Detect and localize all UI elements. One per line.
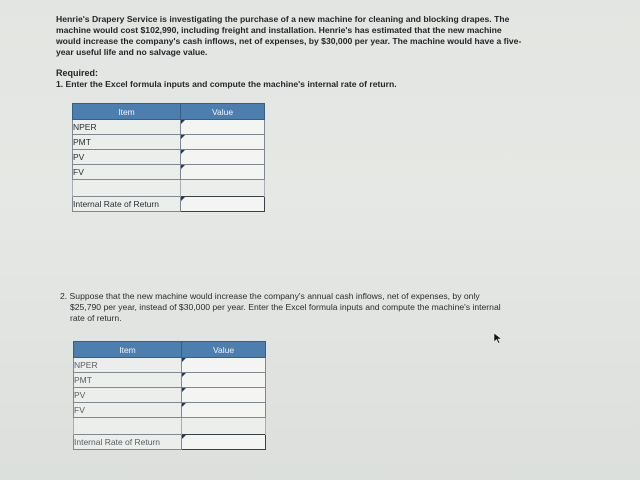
row-label-irr: Internal Rate of Return [73, 197, 181, 212]
problem-description: Henrie's Drapery Service is investigating the purchase of a new machine for cleaning and blocking drapes. The machine would cost $102,990, including freight and installation. Henrie's has estimated that the new machine would increase the company's cash inflows, net of expenses, by $30,000 per year. The machine would have a five-year useful life and no salvage value. [56, 14, 522, 57]
fv-input[interactable] [181, 165, 265, 180]
required-heading: Required: [56, 68, 99, 78]
pmt-input[interactable] [181, 135, 265, 150]
pmt-input[interactable] [182, 373, 266, 388]
pv-input[interactable] [182, 388, 266, 403]
row-label-pv: PV [74, 388, 182, 403]
nper-input[interactable] [181, 120, 265, 135]
table-row [74, 403, 266, 418]
table-row [74, 358, 266, 373]
table-row [73, 165, 265, 180]
table-row [73, 197, 265, 212]
table-row [74, 373, 266, 388]
question-2-text: 2. Suppose that the new machine would increase the company's annual cash inflows, net of expenses, by only $25,790 per year, instead of $30,000 per year. Enter the Excel formula inputs and compute the machine's internal rate of return. [60, 291, 501, 323]
table-row [74, 435, 266, 450]
pv-input[interactable] [181, 150, 265, 165]
table-row [73, 120, 265, 135]
question-1-text: 1. Enter the Excel formula inputs and compute the machine's internal rate of return. [56, 79, 397, 89]
row-label-fv: FV [73, 165, 181, 180]
table-row [73, 150, 265, 165]
irr-table-2 [73, 341, 266, 450]
mouse-pointer-icon [493, 332, 503, 344]
row-label-irr: Internal Rate of Return [74, 435, 182, 450]
irr-table-1 [72, 103, 265, 212]
column-header-item: Item [73, 104, 181, 120]
nper-input[interactable] [182, 358, 266, 373]
fv-input[interactable] [182, 403, 266, 418]
table-row [73, 135, 265, 150]
row-label-fv: FV [74, 403, 182, 418]
row-label-nper: NPER [73, 120, 181, 135]
column-header-value: Value [182, 342, 266, 358]
row-label-pv: PV [73, 150, 181, 165]
row-label-pmt: PMT [73, 135, 181, 150]
spacer-row [73, 180, 265, 197]
row-label-pmt: PMT [74, 373, 182, 388]
irr-input[interactable] [181, 197, 265, 212]
column-header-value: Value [181, 104, 265, 120]
table-row [74, 388, 266, 403]
spacer-row [74, 418, 266, 435]
row-label-nper: NPER [74, 358, 182, 373]
column-header-item: Item [74, 342, 182, 358]
irr-input[interactable] [182, 435, 266, 450]
